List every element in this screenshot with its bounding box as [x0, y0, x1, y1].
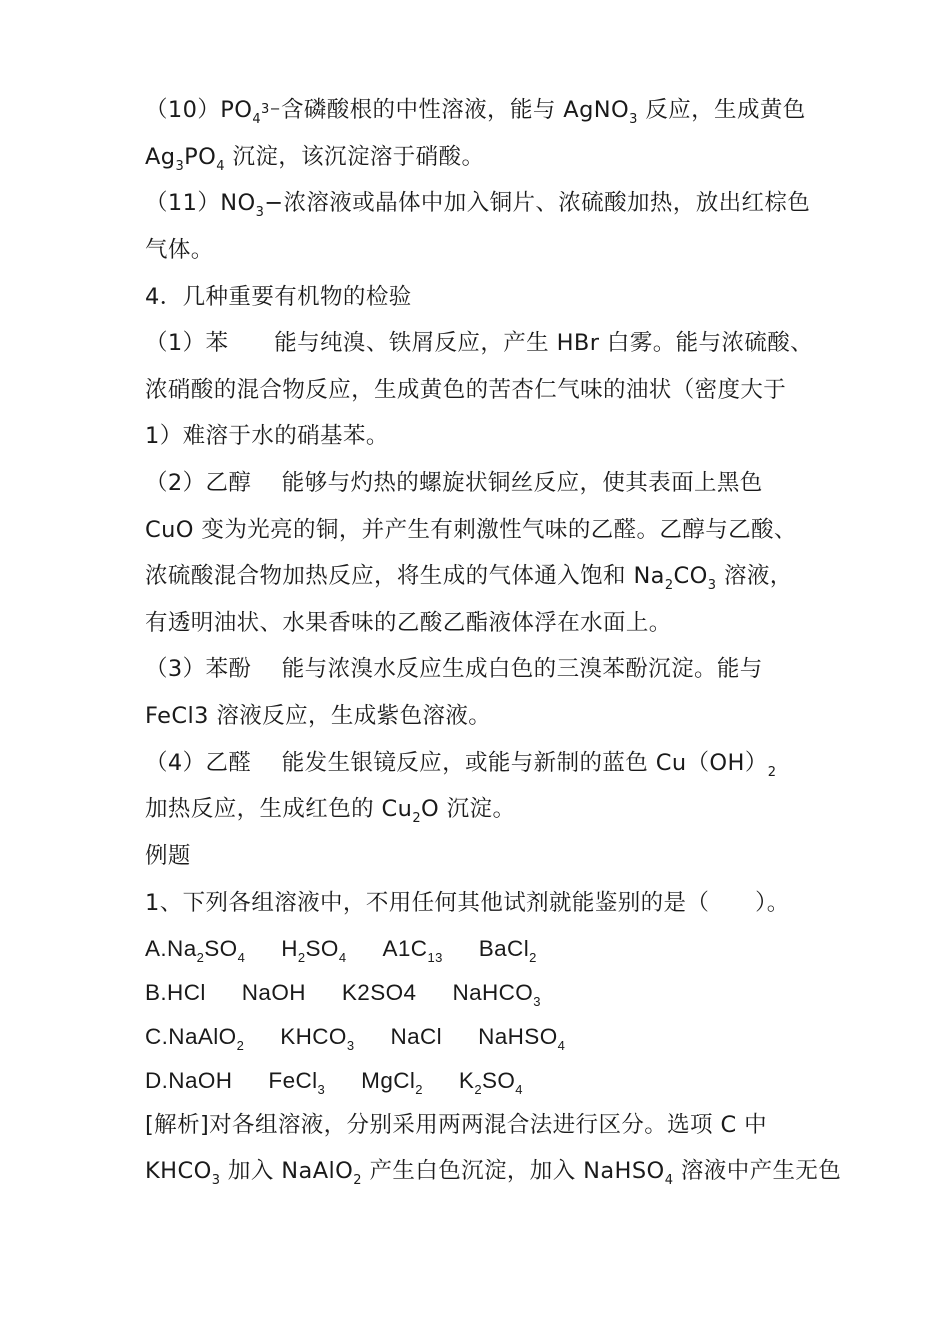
text-segment: NaCl: [390, 1024, 443, 1049]
text-segment: NaOH: [241, 980, 306, 1005]
subscript: 3: [175, 159, 185, 174]
text-segment: FeCl: [268, 1068, 318, 1093]
text-segment: PO: [184, 144, 217, 170]
text-line: [145, 515, 797, 545]
text-segment: 沉淀，该沉淀溶于硝酸。: [224, 144, 485, 170]
text-segment: 有透明油状、水果香味的乙酸乙酯液体浮在水面上。: [145, 610, 672, 636]
text-line-benzene: [145, 328, 813, 358]
text-segment: K: [458, 1068, 475, 1093]
text-segment: O 沉淀。: [421, 796, 516, 822]
text-segment: H: [281, 936, 298, 961]
subscript: 3: [707, 578, 717, 593]
text-segment: （1）苯 能与纯溴、铁屑反应，产生 HBr 白雾。能与浓硫酸、: [145, 330, 814, 356]
subscript: 4: [664, 1173, 674, 1188]
text-segment: 反应，生成黄色: [637, 97, 806, 123]
text-segment: （10）PO: [145, 97, 253, 123]
option-label: B.HCl: [145, 980, 206, 1005]
subscript: 2: [236, 1038, 245, 1053]
example-heading: [145, 841, 191, 871]
text-segment: CO: [673, 563, 708, 589]
subscript: 2: [664, 578, 674, 593]
text-segment: 溶液中产生无色: [673, 1158, 842, 1184]
subscript: 4: [557, 1038, 566, 1053]
subscript: 2: [529, 950, 537, 965]
text-line-nitrate: [145, 188, 810, 218]
subscript: 3: [255, 205, 265, 220]
text-segment: 浓硫酸混合物加热反应，将生成的气体通入饱和 Na: [145, 563, 665, 589]
text-segment: （4）乙醛 能发生银镜反应，或能与新制的蓝色 Cu（OH）: [145, 750, 768, 776]
text-segment: 含磷酸根的中性溶液，能与 AgNO: [280, 97, 630, 123]
text-segment: K2SO4: [341, 980, 417, 1005]
text-segment: 加入 NaAlO: [220, 1158, 354, 1184]
text-segment: NaHSO: [478, 1024, 558, 1049]
text-segment: SO: [204, 936, 238, 961]
text-segment: KHCO: [145, 1158, 212, 1184]
subscript: 2: [353, 1173, 362, 1188]
subscript: 2: [297, 950, 306, 965]
text-segment: 4．几种重要有机物的检验: [145, 284, 412, 310]
subscript: 2: [767, 765, 777, 780]
text-segment: BaCl: [478, 936, 530, 961]
subscript: 4: [338, 950, 347, 965]
question-stem: [145, 888, 790, 918]
subscript: 4: [216, 159, 225, 174]
text-segment: （11）NO: [145, 190, 256, 216]
option-c: [145, 1022, 565, 1052]
text-line-acetaldehyde: [145, 748, 776, 778]
text-segment: Ag: [145, 144, 176, 170]
subscript: 4: [252, 112, 261, 127]
text-line-phosphate: [145, 95, 806, 125]
subscript: 2: [474, 1082, 482, 1097]
text-line: [145, 375, 786, 405]
analysis-line: [145, 1110, 767, 1140]
text-line: [145, 561, 793, 591]
text-segment: FeCl3 溶液反应，生成紫色溶液。: [145, 703, 492, 729]
option-label: C.NaAlO: [145, 1024, 237, 1049]
subscript: 3: [533, 994, 541, 1009]
text-segment: KHCO: [280, 1024, 347, 1049]
subscript: 13: [427, 950, 443, 965]
text-line-phenol: [145, 654, 763, 684]
option-b: [145, 978, 541, 1008]
option-label: D.NaOH: [145, 1068, 233, 1093]
text-segment: 产生白色沉淀，加入 NaHSO: [361, 1158, 665, 1184]
option-label: A.Na: [145, 936, 197, 961]
text-segment: 加热反应，生成红色的 Cu: [145, 796, 413, 822]
text-segment: SO: [305, 936, 339, 961]
text-segment: 气体。: [145, 237, 214, 263]
option-a: [145, 934, 537, 964]
text-segment: SO: [481, 1068, 516, 1093]
subscript: 3: [317, 1082, 326, 1097]
text-segment: （3）苯酚 能与浓溴水反应生成白色的三溴苯酚沉淀。能与: [145, 656, 763, 682]
text-segment: [解析]对各组溶液，分别采用两两混合法进行区分。选项 C 中: [145, 1112, 768, 1138]
text-segment: A1C: [382, 936, 428, 961]
text-line-ethanol: [145, 468, 763, 498]
section-heading: [145, 282, 412, 312]
text-segment: 例题: [145, 843, 191, 869]
subscript: 2: [412, 811, 421, 826]
subscript: 4: [237, 950, 246, 965]
subscript: 3: [346, 1038, 355, 1053]
subscript: 4: [515, 1082, 523, 1097]
text-segment: （2）乙醇 能够与灼热的螺旋状铜丝反应，使其表面上黑色: [145, 470, 763, 496]
analysis-line: [145, 1156, 841, 1186]
text-segment: MgCl: [361, 1068, 416, 1093]
superscript: 3−: [260, 102, 281, 117]
subscript: 3: [629, 112, 638, 127]
text-segment: 1）难溶于水的硝基苯。: [145, 423, 389, 449]
text-line: [145, 701, 491, 731]
text-line: [145, 142, 484, 172]
text-line: [145, 794, 515, 824]
option-d: [145, 1066, 523, 1096]
text-segment: 1、下列各组溶液中，不用任何其他试剂就能鉴别的是（ ）。: [145, 890, 790, 916]
text-segment: −浓溶液或晶体中加入铜片、浓硫酸加热，放出红棕色: [264, 190, 811, 216]
text-segment: NaHCO: [452, 980, 534, 1005]
text-segment: 浓硝酸的混合物反应，生成黄色的苦杏仁气味的油状（密度大于: [145, 377, 787, 403]
text-line: [145, 235, 214, 265]
text-segment: 溶液，: [716, 563, 793, 589]
text-line: [145, 421, 389, 451]
text-line: [145, 608, 672, 638]
text-segment: CuO 变为光亮的铜，并产生有刺激性气味的乙醛。乙醇与乙酸、: [145, 517, 797, 543]
subscript: 2: [196, 950, 205, 965]
subscript: 2: [415, 1082, 423, 1097]
subscript: 3: [211, 1173, 221, 1188]
